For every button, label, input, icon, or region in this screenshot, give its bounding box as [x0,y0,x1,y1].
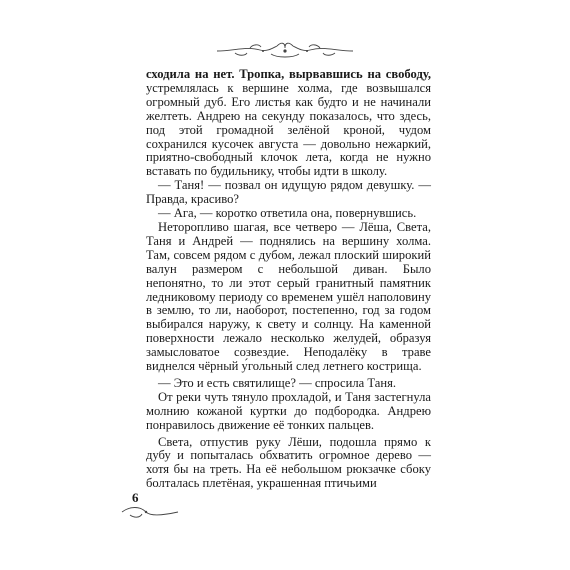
top-flourish-ornament-icon [215,38,355,60]
page-number: 6 [132,490,139,505]
bottom-flourish-ornament-icon [120,504,180,520]
paragraph-4: Неторопливо шагая, все четверо — Лёша, Света, Таня и Андрей — поднялись на вершину холма. Там, совсем рядом с дубом, лежал плоский широкий валун размером с небольшой диван. Было непонятно, то ли этот серый гранитный памятник ледниковому периоду со временем ушёл наполовину в землю, то ли, наоборот, постепенно, год за годом выбирался наружу, к свету и солнцу. На каменной поверхности лежало несколько желудей, образуя замысловатое созвездие. Неподалёку в траве виднелся чёрный у́гольный след летнего кострища. [146,219,431,374]
paragraph-1 [146,68,431,179]
paragraph-7: Света, отпустив руку Лёши, подошла прямо к дубу и попыталась обхватить огромное дерево — хотя бы на треть. На её небольшом рюкзачке сбоку болталась плетёная, украшенная птичьими [146,434,431,491]
lead-bold-text: сходила на нет. Тропка, вырвавшись на свободу, [146,67,431,81]
paragraph-5: — Это и есть святилище? — спросила Таня. [158,375,397,390]
paragraph-6: От реки чуть тянуло прохладой, и Таня застегнула молнию кожаной куртки до подбородка. Андрею понравилось движение её тонких пальцев. [146,389,431,432]
paragraph-1-rest: устремлялась к вершине холма, где возвышался огромный дуб. Его листья как будто и не начинали желтеть. Андрею на секунду показалось, что здесь, под этой громадной зелёной кроной, чудом сохранился кусочек августа — довольно нежаркий, приятно-свободный клочок лета, когда не нужно вставать по будильнику, чтобы идти в школу. [146,80,431,179]
folio [120,490,180,530]
paragraph-2: — Таня! — позвал он идущую рядом девушку. — Правда, красиво? [146,178,431,207]
body-text [146,68,431,491]
paragraph-3: — Ага, — коротко ответила она, повернувшись. [158,206,417,221]
